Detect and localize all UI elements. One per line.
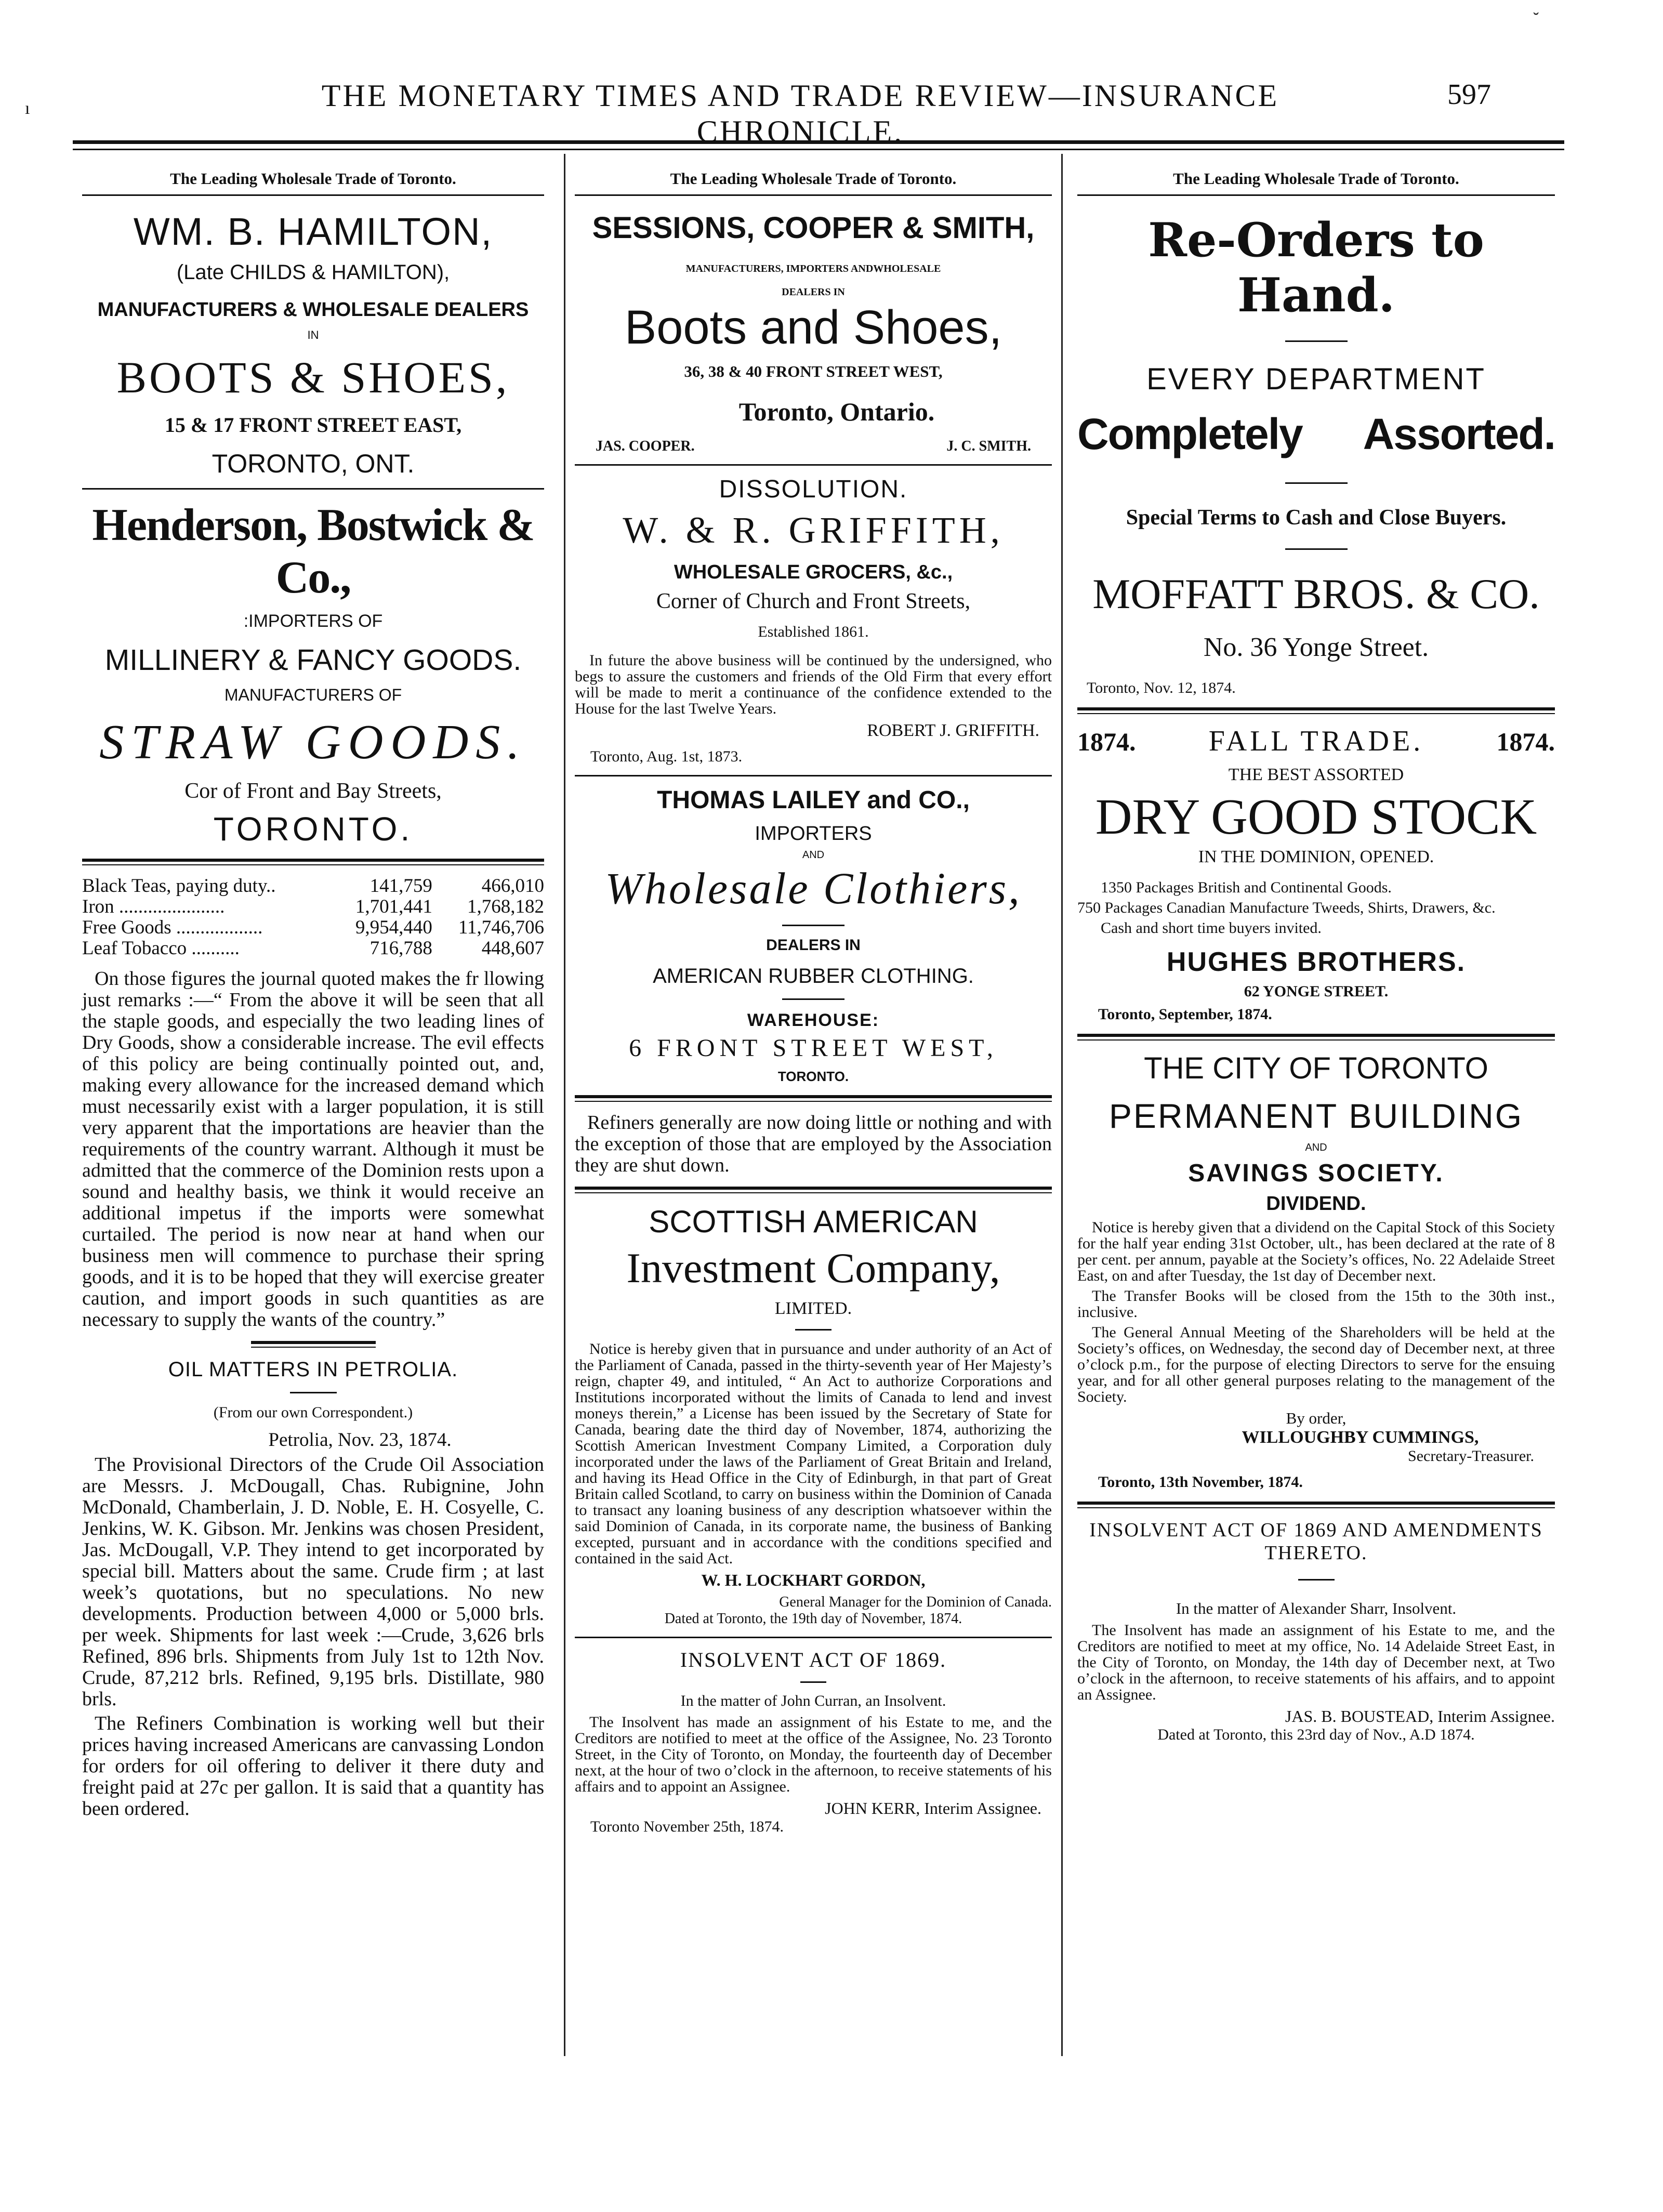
lailey-divider-2 [782, 998, 844, 1000]
dissolution-notice [575, 475, 1052, 766]
fall-trade-heading: FALL TRADE. [1208, 725, 1424, 757]
fall-trade-line [1077, 725, 1555, 758]
moffatt-address: No. 36 Yonge Street. [1203, 633, 1429, 662]
page-header-title: THE MONETARY TIMES AND TRADE REVIEW—INSURANCE CHRONICLE. [321, 78, 1279, 149]
column-three-leader: The Leading Wholesale Trade of Toronto. [1077, 169, 1555, 196]
curran-heading: INSOLVENT ACT OF 1869. [680, 1648, 947, 1671]
trade-value-1: 141,759 [369, 875, 432, 897]
dominion-opened: IN THE DOMINION, OPENED. [1198, 847, 1434, 866]
trade-value-2: 448,607 [481, 938, 544, 959]
henderson-manufacturers: MANUFACTURERS OF [224, 686, 402, 704]
lailey-business: Wholesale Clothiers, [605, 863, 1022, 913]
trade-value-2: 11,746,706 [458, 917, 544, 938]
moffatt-divider-1 [1285, 340, 1348, 342]
hughes-date: Toronto, September, 1874. [1098, 1006, 1272, 1023]
society-title-2: PERMANENT BUILDING [1108, 1097, 1524, 1135]
page-number: 597 [1447, 78, 1491, 111]
lailey-goods: AMERICAN RUBBER CLOTHING. [653, 965, 974, 988]
curran-signature: JOHN KERR, Interim Assignee. [825, 1799, 1041, 1818]
hamilton-name: WM. B. HAMILTON, [133, 210, 493, 253]
sessions-partners [575, 438, 1052, 455]
society-date: Toronto, 13th November, 1874. [1098, 1473, 1303, 1491]
trade-label: Free Goods .................. [82, 917, 263, 938]
scottish-signature: W. H. LOCKHART GORDON, [701, 1571, 926, 1589]
henderson-address: Cor of Front and Bay Streets, [184, 779, 442, 803]
refiners-notice: Refiners generally are now doing little or nothing and with the exception of those that are employed by the Association they are shut down. [575, 1112, 1052, 1176]
lailey-and: AND [802, 849, 825, 861]
society-paragraph-1: Notice is hereby given that a dividend on the Capital Stock of this Society for the half year ending 31st October, ult., has been declared at the rate of 8 per cent. per annum, payable at the Society’s offices, No. 22 Adelaide Street East, on and after Tuesday, the 1st day of December next. [1077, 1219, 1555, 1284]
completely-word: Completely [1077, 410, 1302, 458]
society-title-1: THE CITY OF TORONTO [1144, 1051, 1488, 1085]
column-two-rule-1 [575, 464, 1052, 466]
trade-table [82, 876, 544, 959]
sharr-matter: In the matter of Alexander Sharr, Insolvent. [1176, 1599, 1457, 1617]
hughes-address: 62 YONGE STREET. [1244, 983, 1389, 1000]
oil-heading: OIL MATTERS IN PETROLIA. [168, 1358, 458, 1381]
society-paragraph-2: The Transfer Books will be closed from the 15th to the 30th inst., inclusive. [1077, 1287, 1555, 1321]
scottish-divider [795, 1329, 832, 1331]
left-margin-mark: ı [25, 99, 30, 118]
society-and: AND [1305, 1142, 1327, 1153]
hughes-line-1: 1350 Packages British and Continental Goods. [1101, 879, 1392, 896]
lailey-address: 6 FRONT STREET WEST, [629, 1034, 998, 1062]
trade-row-iron [82, 897, 544, 917]
society-role: Secretary-Treasurer. [1408, 1447, 1534, 1465]
griffith-signature: ROBERT J. GRIFFITH. [867, 721, 1039, 740]
hamilton-city: TORONTO, ONT. [212, 449, 415, 478]
sessions-partner-smith: J. C. SMITH. [946, 438, 1031, 454]
trade-label: Iron ...................... [82, 896, 225, 917]
column-two-rule-4 [575, 1187, 1052, 1193]
scottish-notice-text: Notice is hereby given that in pursuance and under authority of an Act of the Parliament of Canada, passed in the thirty-seventh year of Her Majesty’s reign, chapter 49, and intituled, “ An Act to authorize Corporations and Institutions incorporated without the limits of Canada to lend and invest moneys therein,” a License has been issued by the Secretary of State for Canada, bearing date the third day of November, 1874, authorizing the Scottish American Investment Company Limited, a Corporation duly incorporated under the laws of the Parliament of Great Britain and Ireland, and having its Head Office in the City of Edinburgh, in that part of Great Britain called Scotland, to carry on business within the Dominion of Canada to transact any loaning business of any description whatsoever within the said Dominion of Canada, in its corporate name, the business of Banking excepted, pursuant and in accordance with the conditions specified and contained in the said Act. [575, 1340, 1052, 1567]
sharr-heading: INSOLVENT ACT OF 1869 AND AMENDMENTS THERETO. [1089, 1519, 1543, 1564]
society-by-order: By order, [1286, 1409, 1347, 1427]
scottish-date: Dated at Toronto, the 19th day of November, 1874. [664, 1611, 962, 1627]
every-department: EVERY DEPARTMENT [1146, 362, 1486, 396]
hamilton-address: 15 & 17 FRONT STREET EAST, [164, 413, 462, 437]
society-title-3: SAVINGS SOCIETY. [1188, 1160, 1444, 1187]
sessions-advertisement [575, 210, 1052, 455]
trade-row-free-goods [82, 917, 544, 938]
fall-trade-year-left: 1874. [1077, 727, 1136, 756]
hamilton-late: (Late CHILDS & HAMILTON), [176, 261, 450, 284]
scottish-limited: LIMITED. [774, 1299, 852, 1318]
trade-value-1: 9,954,440 [355, 917, 432, 938]
column-two [564, 154, 1063, 2056]
dissolution-heading: DISSOLUTION. [719, 476, 908, 503]
oil-paragraph-1: The Provisional Directors of the Crude Oil Association are Messrs. J. McDougall, Chas. Rubignine, John McDonald, Chamberlain, J. D. Noble, E. H. Cosyelle, C. Jenkins, W. K. Gibson. Mr. Jenkins was chosen President, Jas. McDougall, V.P. They intend to get incorporated by special bill. Matters about the same. Crude firm ; at last week’s quotations, but no speculations. No new developments. Production between 4,000 or 5,000 brls. per week. Shipments for last week :—Crude, 3,626 brls Refined, 896 brls. Shipments from July 1st to 12th Nov. Crude, 87,212 brls. Refined, 9,195 brls. Distillate, 980 brls. [82, 1454, 544, 1710]
column-one-rule-2 [82, 859, 544, 865]
trade-value-1: 716,788 [369, 938, 432, 959]
trade-value-2: 466,010 [481, 875, 544, 897]
column-two-rule-2 [575, 775, 1052, 776]
best-assorted: THE BEST ASSORTED [1228, 765, 1404, 784]
fall-trade-year-right: 1874. [1496, 727, 1555, 756]
sessions-goods: Boots and Shoes, [624, 301, 1002, 354]
moffatt-divider-2 [1285, 482, 1348, 484]
hughes-name: HUGHES BROTHERS. [1166, 947, 1466, 977]
henderson-importers: :IMPORTERS OF [243, 611, 383, 631]
henderson-straw: STRAW GOODS. [99, 715, 527, 769]
scottish-title-1: SCOTTISH AMERICAN [649, 1204, 978, 1239]
reorders-heading: Re-Orders to Hand. [1148, 213, 1484, 323]
sharr-divider [1298, 1579, 1335, 1581]
griffith-notice-text: In future the above business will be continued by the undersigned, who begs to assure the customers and friends of the Old Firm that every effort will be made to merit a continuance of the confidence extended to the House for the last Twelve Years. [575, 652, 1052, 717]
lailey-warehouse: WAREHOUSE: [747, 1010, 880, 1030]
oil-paragraph-2: The Refiners Combination is working well but their prices having increased Americans are canvassing London for orders for oil offering to deliver it there duty and freight paid at 27c per gallon. It is said that a quantity has been ordered. [82, 1713, 544, 1820]
column-two-rule-3 [575, 1095, 1052, 1102]
hughes-line-2: 750 Packages Canadian Manufacture Tweeds, Shirts, Drawers, &c. [1077, 899, 1496, 916]
column-one-rule-3 [251, 1341, 376, 1348]
henderson-advertisement [82, 499, 544, 848]
hamilton-in: IN [307, 328, 319, 341]
lailey-divider [782, 925, 844, 926]
trade-label: Leaf Tobacco .......... [82, 938, 240, 959]
sharr-date: Dated at Toronto, this 23rd day of Nov., A.D 1874. [1157, 1726, 1475, 1743]
oil-matters-article [82, 1358, 544, 1820]
completely-assorted [1077, 409, 1555, 459]
society-signature: WILLOUGHBY CUMMINGS, [1242, 1428, 1479, 1447]
lailey-importers: IMPORTERS [755, 823, 872, 845]
column-one [73, 154, 553, 2056]
curran-insolvent-notice [575, 1648, 1052, 1836]
column-one-leader: The Leading Wholesale Trade of Toronto. [82, 169, 544, 196]
henderson-goods: MILLINERY & FANCY GOODS. [104, 643, 522, 677]
hughes-line-3: Cash and short time buyers invited. [1101, 919, 1322, 937]
lailey-advertisement [575, 786, 1052, 1085]
column-three-rule-1 [1077, 707, 1555, 714]
right-margin-mark: ˘ [1533, 9, 1539, 29]
moffatt-divider-3 [1285, 548, 1348, 550]
lailey-dealers: DEALERS IN [766, 937, 861, 954]
sessions-business: MANUFACTURERS, IMPORTERS ANDWHOLESALE [685, 263, 941, 274]
header-rule-thick [73, 140, 1564, 144]
moffatt-name: MOFFATT BROS. & CO. [1092, 570, 1540, 617]
griffith-firm: W. & R. GRIFFITH, [623, 509, 1004, 551]
column-three-rule-3 [1077, 1502, 1555, 1508]
dry-good-stock: DRY GOOD STOCK [1095, 789, 1537, 845]
sharr-notice-text: The Insolvent has made an assignment of his Estate to me, and the Creditors are notified to meet at my office, No. 14 Adelaide Street East, in the City of Toronto, on Monday, the 14th day of December next, at Two o’clock in the afternoon, to receive statements of his affairs, and to appoint an Assignee. [1077, 1622, 1555, 1703]
griffith-established: Established 1861. [758, 623, 869, 640]
trade-value-1: 1,701,441 [355, 896, 432, 917]
oil-correspondent: (From our own Correspondent.) [213, 1404, 413, 1421]
henderson-city: TORONTO. [213, 810, 413, 848]
society-paragraph-3: The General Annual Meeting of the Shareholders will be held at the Society’s offices, on Wednesday, the second day of December next, at three o’clock p.m., for the purpose of electing Directors to serve for the ensuing year, and for all other general purposes relating to the management of the Society. [1077, 1324, 1555, 1405]
hamilton-business: MANUFACTURERS & WHOLESALE DEALERS [97, 299, 529, 321]
sessions-partner-cooper: JAS. COOPER. [596, 438, 695, 454]
oil-dateline: Petrolia, Nov. 23, 1874. [268, 1429, 452, 1451]
dividend-heading: DIVIDEND. [1266, 1193, 1366, 1215]
griffith-address: Corner of Church and Front Streets, [656, 589, 971, 613]
griffith-date: Toronto, Aug. 1st, 1873. [590, 748, 743, 765]
hamilton-advertisement [82, 209, 544, 479]
sessions-city: Toronto, Ontario. [738, 397, 935, 426]
scottish-american-notice [575, 1204, 1052, 1627]
lailey-city: TORONTO. [777, 1069, 849, 1084]
sessions-name: SESSIONS, COOPER & SMITH, [592, 211, 1035, 245]
henderson-name: Henderson, Bostwick & Co., [92, 500, 534, 603]
building-society-notice [1077, 1051, 1555, 1491]
lailey-name: THOMAS LAILEY and CO., [657, 786, 970, 814]
column-one-rule-1 [82, 488, 544, 490]
hamilton-goods: BOOTS & SHOES, [116, 352, 510, 402]
trade-row-black-teas [82, 876, 544, 897]
column-two-rule-5 [575, 1637, 1052, 1638]
scottish-title-2: Investment Company, [626, 1244, 1000, 1292]
trade-label: Black Teas, paying duty.. [82, 875, 276, 897]
trade-value-2: 1,768,182 [467, 896, 544, 917]
sharr-insolvent-notice [1077, 1519, 1555, 1744]
griffith-business: WHOLESALE GROCERS, &c., [674, 561, 953, 583]
journal-paragraph: On those figures the journal quoted makes the fr llowing just remarks :—“ From the above it will be seen that all the staple goods, and especially the two leading lines of Dry Goods, show a considerable increase. The evil effects of this policy are being continually pointed out, and, making every allowance for the increased demand which must necessarily exist with a larger population, it is still very apparent that the importations are heavier than the requirements of the country warrant. Although it must be admitted that the commerce of the Dominion rests upon a sound and healthy basis, we think it would receive an additional impetus if the imports were somewhat curtailed. The period is now near at hand when our business men will commence to purchase their spring goods, and it is to be hoped that they will exercise greater caution, and import goods in such quantities as are necessary to supply the wants of the country.” [82, 968, 544, 1331]
hughes-advertisement [1077, 725, 1555, 1023]
moffatt-advertisement [1077, 213, 1555, 697]
curran-date: Toronto November 25th, 1874. [590, 1818, 784, 1835]
curran-divider [800, 1681, 826, 1683]
sharr-signature: JAS. B. BOUSTEAD, Interim Assignee. [1285, 1707, 1555, 1726]
scottish-role: General Manager for the Dominion of Canada. [779, 1594, 1052, 1610]
header-rule-thin [73, 149, 1564, 150]
oil-heading-rule [290, 1392, 337, 1393]
sessions-dealers: DEALERS IN [782, 286, 845, 298]
sessions-address: 36, 38 & 40 FRONT STREET WEST, [684, 362, 943, 380]
moffatt-date: Toronto, Nov. 12, 1874. [1087, 679, 1236, 696]
column-three-rule-2 [1077, 1034, 1555, 1041]
column-three [1068, 154, 1564, 2056]
special-terms: Special Terms to Cash and Close Buyers. [1126, 506, 1507, 530]
assorted-word: Assorted. [1363, 410, 1555, 458]
column-two-leader: The Leading Wholesale Trade of Toronto. [575, 169, 1052, 196]
trade-row-leaf-tobacco [82, 938, 544, 959]
curran-notice-text: The Insolvent has made an assignment of his Estate to me, and the Creditors are notified to meet at the office of the Assignee, No. 23 Toronto Street, in the City of Toronto, on Monday, the fourteenth day of December next, at the hour of two o’clock in the afternoon, to receive statements of his affairs and to appoint an Assignee. [575, 1714, 1052, 1795]
curran-matter: In the matter of John Curran, an Insolvent. [680, 1692, 946, 1709]
